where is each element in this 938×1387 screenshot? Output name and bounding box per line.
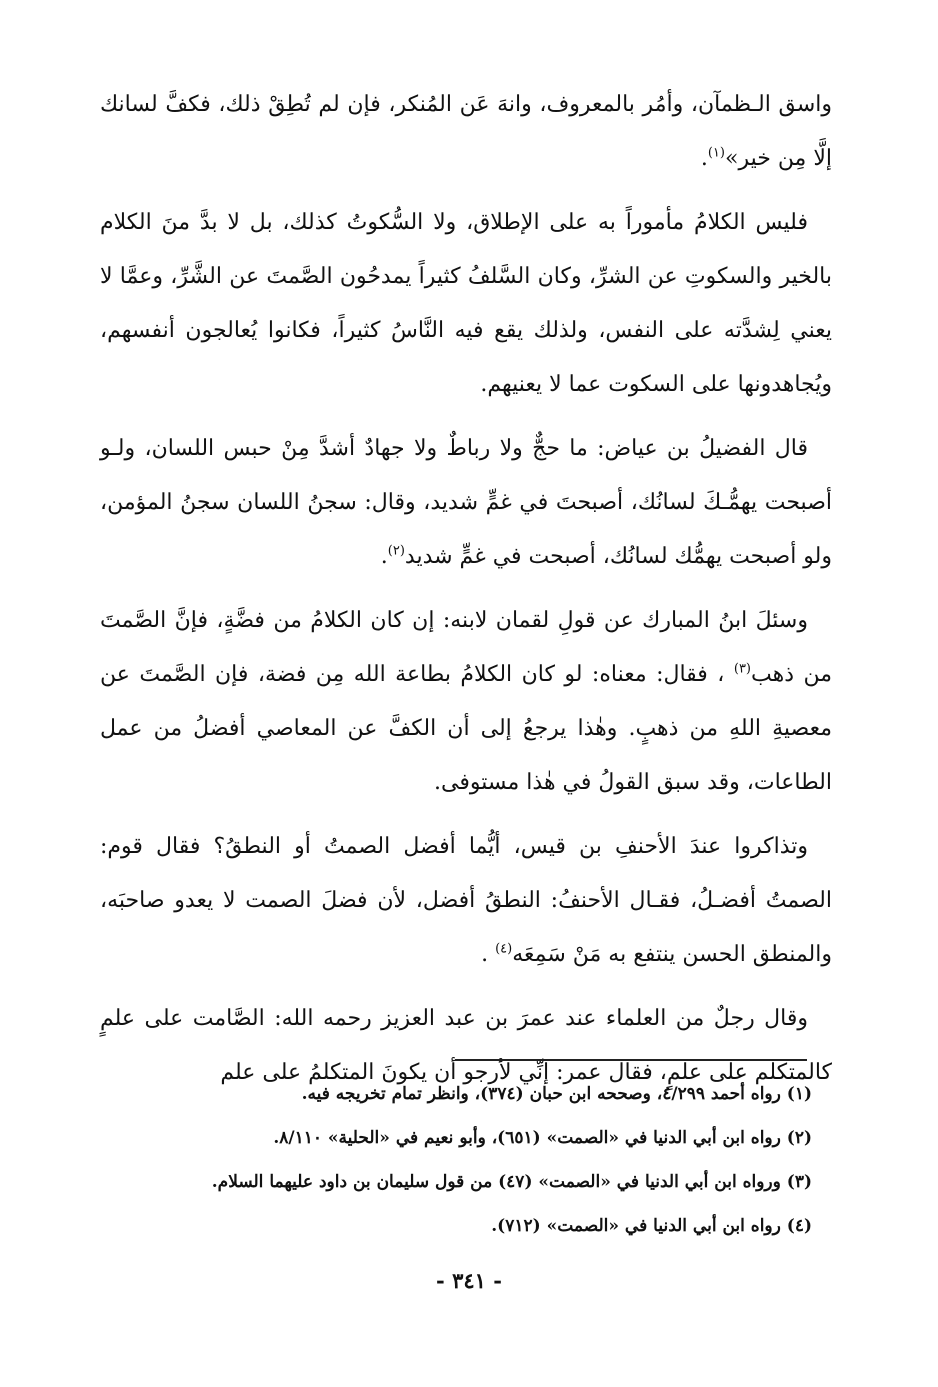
footnote-1: (١) رواه أحمد ٤/٢٩٩، وصححه ابن حبان (٣٧٤)، وانظر تمام تخريجه فيه. [301, 1084, 812, 1104]
paragraph-4-text-b: ، فقال: معناه: لو كان الكلامُ بطاعة الله مِن فضة، فإن الصَّمتَ عن معصيةِ اللهِ من ذهبٍ. وهٰذا يرجعُ إلى أن الكفَّ عن المعاصي أفضلُ من عمل الطاعات، وقد سبق القولُ في هٰذا مستوفى. [100, 662, 832, 795]
paragraph-6: وقال رجلٌ من العلماء عند عمرَ بن عبد العزيز رحمه الله: الصَّامت على علمٍ كالمتكلم على علمٍ، فقال عمر: إنِّي لأرجو أن يكونَ المتكلمُ على علم [100, 1006, 832, 1085]
footnote-3: (٣) ورواه ابن أبي الدنيا في «الصمت» (٤٧) من قول سليمان بن داود عليهما السلام. [211, 1172, 812, 1192]
paragraph-1-text: واسق الـظمآن، وأمُر بالمعروف، وانهَ عَن المُنكر، فإن لم تُطِقْ ذلك، فكفَّ لسانك إلَّا مِن خير» [100, 92, 832, 171]
paragraph-5-text: وتذاكروا عندَ الأحنفِ بن قيس، أيُّما أفضل الصمتُ أو النطقُ؟ فقال قوم: الصمتُ أفضـلُ، فقـال الأحنفُ: النطقُ أفضل، لأن فضلَ الصمت لا يعدو صاحبَه، والمنطق الحسن ينتفع به مَنْ سَمِعَه [100, 834, 832, 967]
paragraph-5 [100, 820, 832, 982]
footnote-ref-3: (٣) [733, 661, 751, 677]
paragraph-3 [100, 422, 832, 584]
footnote-ref-2: (٢) [387, 543, 405, 559]
footnote-4: (٤) رواه ابن أبي الدنيا في «الصمت» (٧١٢). [491, 1216, 812, 1236]
page-number: - ٣٤١ - [436, 1268, 502, 1293]
paragraph-5-end: . [481, 942, 489, 967]
footnote-ref-4: (٤) [495, 941, 513, 957]
paragraph-3-text: قال الفضيلُ بن عياض: ما حجٌّ ولا رباطٌ ولا جهادٌ أشدَّ مِنْ حبس اللسان، ولـو أصبحت يهمُّـكَ لسانُك، أصبحتَ في غمٍّ شديد، وقال: سجنُ اللسان سجنُ المؤمن، ولو أصبحت يهمُّك لسانُك، أصبحت في غمٍّ شديد [100, 436, 832, 569]
paragraph-4 [100, 594, 832, 810]
paragraph-3-end: . [380, 544, 388, 569]
paragraph-1-end: . [700, 146, 708, 171]
main-text [100, 78, 832, 1110]
footnotes [100, 1072, 812, 1248]
footnote-divider [455, 1059, 807, 1061]
footnote-ref-1: (١) [707, 145, 725, 161]
paragraph-4-text-a: وسئلَ ابنُ المبارك عن قولِ لقمان لابنه: إن كان الكلامُ من فضَّةٍ، فإنَّ الصَّمتَ من ذهب [100, 608, 832, 687]
paragraph-2: فليس الكلامُ مأموراً به على الإطلاق، ولا السُّكوتُ كذلك، بل لا بدَّ منَ الكلام بالخير والسكوتِ عن الشرِّ، وكان السَّلفُ كثيراً يمدحُون الصَّمتَ عن الشَّرِّ، وعمَّا لا يعني لِشدَّته على النفس، ولذلك يقع فيه النَّاسُ كثيراً، فكانوا يُعالجون أنفسهم، ويُجاهدونها على السكوت عما لا يعنيهم. [100, 210, 832, 397]
footnote-2: (٢) رواه ابن أبي الدنيا في «الصمت» (٦٥١)، وأبو نعيم في «الحلية» ٨/١١٠. [273, 1128, 812, 1148]
paragraph-1 [100, 78, 832, 186]
